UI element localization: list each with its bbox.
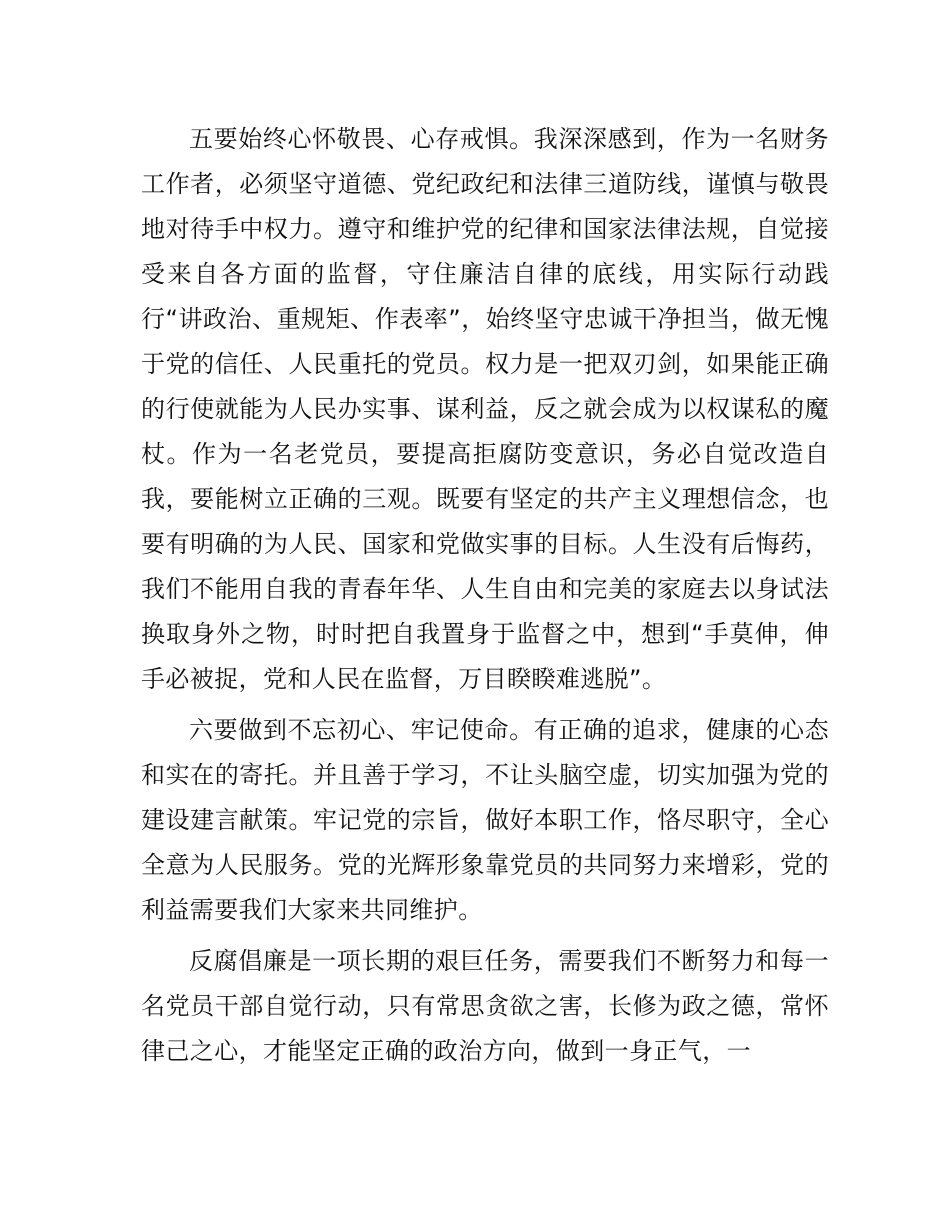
paragraph-five-reverence: 五要始终心怀敬畏、心存戒惧。我深深感到，作为一名财务工作者，必须坚守道德、党纪政纪和法律三道防线，谨慎与敬畏地对待手中权力。遵守和维护党的纪律和国家法律法规，自觉接受来自各方面的监督，守住廉洁自律的底线，用实际行动践行“讲政治、重规矩、作表率”，始终坚守忠诚干净担当，做无愧于党的信任、人民重托的党员。权力是一把双刃剑，如果能正确的行使就能为人民办实事、谋利益，反之就会成为以权谋私的魔杖。作为一名老党员，要提高拒腐防变意识，务必自觉改造自我，要能树立正确的三观。既要有坚定的共产主义理想信念，也要有明确的为人民、国家和党做实事的目标。人生没有后悔药，我们不能用自我的青春年华、人生自由和完美的家庭去以身试法换取身外之物，时时把自我置身于监督之中，想到“手莫伸，伸手必被捉，党和人民在监督，万目睽睽难逃脱”。 xyxy=(141,125,829,693)
paragraph-six-original-aspiration: 六要做到不忘初心、牢记使命。有正确的追求，健康的心态和实在的寄托。并且善于学习，不让头脑空虚，切实加强为党的建设建言献策。牢记党的宗旨，做好本职工作，恪尽职守，全心全意为人民服务。党的光辉形象靠党员的共同努力来增彩，党的利益需要我们大家来共同维护。 xyxy=(141,716,829,924)
document-body xyxy=(141,117,829,1080)
paragraph-anti-corruption: 反腐倡廉是一项长期的艰巨任务，需要我们不断努力和每一名党员干部自觉行动，只有常思贪欲之害，长修为政之德，常怀律己之心，才能坚定正确的政治方向，做到一身正气，一 xyxy=(141,947,829,1065)
